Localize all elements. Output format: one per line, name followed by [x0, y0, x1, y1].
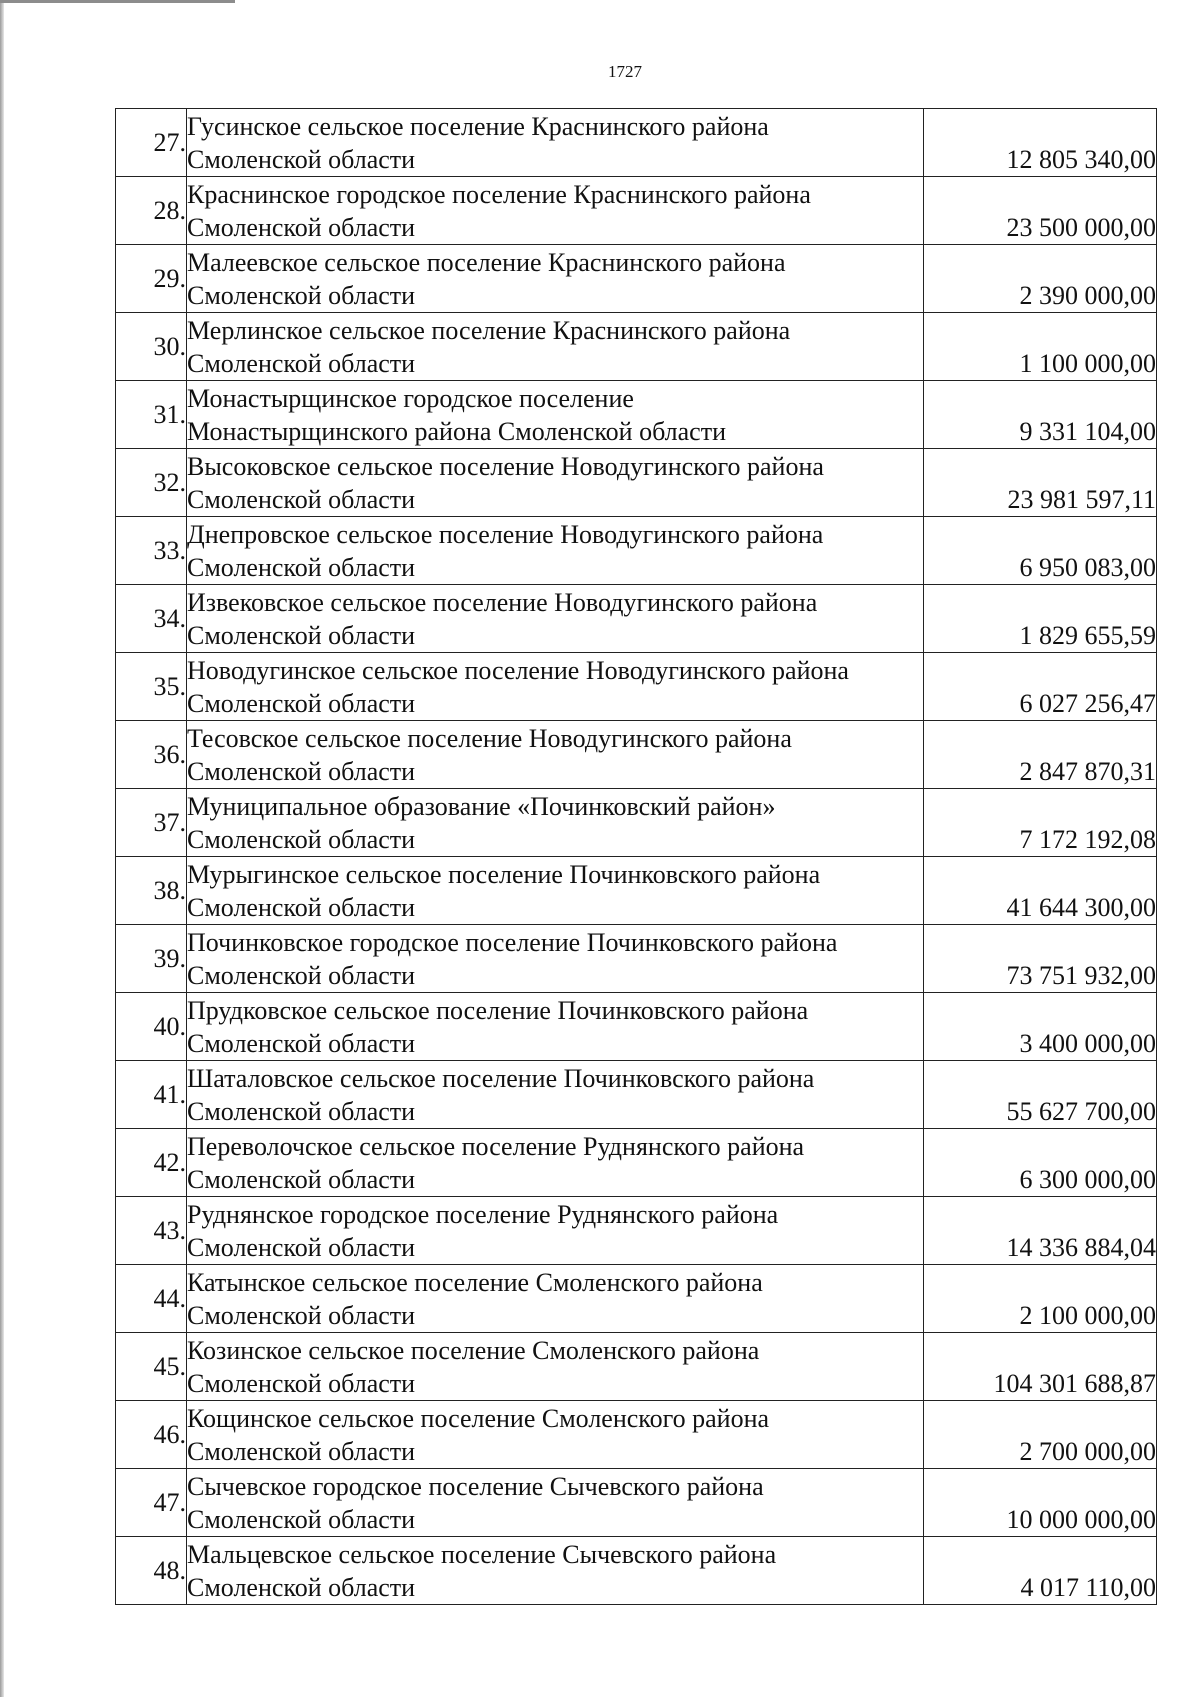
table-row — [116, 1333, 1157, 1401]
row-number: 40. — [116, 993, 187, 1061]
settlement-name-cell — [187, 517, 924, 585]
settlement-name-line1: Тесовское сельское поселение Новодугинского района — [187, 723, 792, 753]
table-row — [116, 1537, 1157, 1605]
amount-cell: 23 500 000,00 — [924, 177, 1157, 245]
settlement-name-line2: Монастырщинского района Смоленской области — [187, 416, 726, 446]
table-row — [116, 925, 1157, 993]
settlement-name-cell — [187, 1537, 924, 1605]
row-number: 39. — [116, 925, 187, 993]
amount-cell: 1 829 655,59 — [924, 585, 1157, 653]
table-row — [116, 789, 1157, 857]
row-number: 37. — [116, 789, 187, 857]
settlement-name-line2: Смоленской области — [187, 960, 416, 990]
settlement-name-line2: Смоленской области — [187, 1164, 416, 1194]
table-row — [116, 857, 1157, 925]
table-row — [116, 585, 1157, 653]
settlement-name-line2: Смоленской области — [187, 620, 416, 650]
settlement-name-line2: Смоленской области — [187, 552, 416, 582]
amount-cell: 6 300 000,00 — [924, 1129, 1157, 1197]
amount-cell: 1 100 000,00 — [924, 313, 1157, 381]
amount-cell: 7 172 192,08 — [924, 789, 1157, 857]
row-number: 27. — [116, 109, 187, 177]
table-body — [116, 109, 1157, 1605]
settlement-name-cell — [187, 585, 924, 653]
row-number: 46. — [116, 1401, 187, 1469]
row-number: 48. — [116, 1537, 187, 1605]
settlement-name-line2: Смоленской области — [187, 824, 416, 854]
settlement-name-line1: Муниципальное образование «Починковский район» — [187, 791, 776, 821]
settlement-name-cell — [187, 993, 924, 1061]
row-number: 34. — [116, 585, 187, 653]
settlement-name-line1: Катынское сельское поселение Смоленского района — [187, 1267, 763, 1297]
settlement-name-cell — [187, 177, 924, 245]
row-number: 31. — [116, 381, 187, 449]
amount-cell: 2 100 000,00 — [924, 1265, 1157, 1333]
settlement-name-cell — [187, 1469, 924, 1537]
allocation-table — [115, 108, 1157, 1605]
settlement-name-line2: Смоленской области — [187, 892, 416, 922]
table-row — [116, 313, 1157, 381]
settlement-name-line2: Смоленской области — [187, 1028, 416, 1058]
table-row — [116, 381, 1157, 449]
settlement-name-line1: Кощинское сельское поселение Смоленского района — [187, 1403, 770, 1433]
row-number: 45. — [116, 1333, 187, 1401]
settlement-name-line1: Козинское сельское поселение Смоленского района — [187, 1335, 760, 1365]
settlement-name-line2: Смоленской области — [187, 688, 416, 718]
row-number: 42. — [116, 1129, 187, 1197]
row-number: 33. — [116, 517, 187, 585]
settlement-name-cell — [187, 1265, 924, 1333]
row-number: 38. — [116, 857, 187, 925]
amount-cell: 14 336 884,04 — [924, 1197, 1157, 1265]
table-row — [116, 993, 1157, 1061]
settlement-name-line1: Мурыгинское сельское поселение Починковского района — [187, 859, 821, 889]
amount-cell: 12 805 340,00 — [924, 109, 1157, 177]
settlement-name-line2: Смоленской области — [187, 144, 416, 174]
settlement-name-line1: Мерлинское сельское поселение Краснинского района — [187, 315, 791, 345]
table-row — [116, 245, 1157, 313]
row-number: 29. — [116, 245, 187, 313]
table-row — [116, 517, 1157, 585]
table-row — [116, 653, 1157, 721]
settlement-name-line1: Мальцевское сельское поселение Сычевского района — [187, 1539, 777, 1569]
row-number: 30. — [116, 313, 187, 381]
amount-cell: 73 751 932,00 — [924, 925, 1157, 993]
settlement-name-line1: Малеевское сельское поселение Краснинского района — [187, 247, 786, 277]
settlement-name-line1: Днепровское сельское поселение Новодугинского района — [187, 519, 824, 549]
settlement-name-cell — [187, 653, 924, 721]
page-number: 1727 — [608, 62, 642, 81]
amount-cell: 3 400 000,00 — [924, 993, 1157, 1061]
settlement-name-line2: Смоленской области — [187, 1232, 416, 1262]
scan-edge-shadow — [0, 0, 4, 1697]
settlement-name-line2: Смоленской области — [187, 1436, 416, 1466]
settlement-name-line1: Монастырщинское городское поселение — [187, 383, 634, 413]
settlement-name-line1: Гусинское сельское поселение Краснинского района — [187, 111, 769, 141]
settlement-name-line1: Извековское сельское поселение Новодугинского района — [187, 587, 818, 617]
settlement-name-line1: Починковское городское поселение Починковского района — [187, 927, 838, 957]
settlement-name-cell — [187, 449, 924, 517]
row-number: 44. — [116, 1265, 187, 1333]
row-number: 47. — [116, 1469, 187, 1537]
amount-cell: 6 950 083,00 — [924, 517, 1157, 585]
settlement-name-cell — [187, 857, 924, 925]
settlement-name-line1: Шаталовское сельское поселение Починковского района — [187, 1063, 815, 1093]
settlement-name-line2: Смоленской области — [187, 1504, 416, 1534]
amount-cell: 6 027 256,47 — [924, 653, 1157, 721]
settlement-name-cell — [187, 1197, 924, 1265]
settlement-name-line2: Смоленской области — [187, 280, 416, 310]
settlement-name-line2: Смоленской области — [187, 484, 416, 514]
amount-cell: 41 644 300,00 — [924, 857, 1157, 925]
settlement-name-cell — [187, 109, 924, 177]
settlement-name-cell — [187, 1061, 924, 1129]
amount-cell: 10 000 000,00 — [924, 1469, 1157, 1537]
table-row — [116, 1401, 1157, 1469]
amount-cell: 4 017 110,00 — [924, 1537, 1157, 1605]
settlement-name-cell — [187, 925, 924, 993]
row-number: 43. — [116, 1197, 187, 1265]
settlement-name-line2: Смоленской области — [187, 1300, 416, 1330]
settlement-name-line2: Смоленской области — [187, 1572, 416, 1602]
amount-cell: 2 390 000,00 — [924, 245, 1157, 313]
settlement-name-cell — [187, 721, 924, 789]
settlement-name-line2: Смоленской области — [187, 1368, 416, 1398]
settlement-name-line1: Новодугинское сельское поселение Новодугинского района — [187, 655, 849, 685]
settlement-name-cell — [187, 1401, 924, 1469]
table-row — [116, 1197, 1157, 1265]
table-row — [116, 1469, 1157, 1537]
table-row — [116, 1061, 1157, 1129]
settlement-name-line1: Сычевское городское поселение Сычевского района — [187, 1471, 764, 1501]
amount-cell: 104 301 688,87 — [924, 1333, 1157, 1401]
amount-cell: 2 700 000,00 — [924, 1401, 1157, 1469]
table-row — [116, 109, 1157, 177]
settlement-name-cell — [187, 1129, 924, 1197]
settlement-name-line2: Смоленской области — [187, 756, 416, 786]
settlement-name-line1: Прудковское сельское поселение Починковского района — [187, 995, 809, 1025]
settlement-name-cell — [187, 245, 924, 313]
settlement-name-line2: Смоленской области — [187, 348, 416, 378]
settlement-name-line2: Смоленской области — [187, 1096, 416, 1126]
amount-cell: 55 627 700,00 — [924, 1061, 1157, 1129]
scan-top-mark — [0, 0, 235, 3]
row-number: 28. — [116, 177, 187, 245]
table-row — [116, 721, 1157, 789]
settlement-name-cell — [187, 1333, 924, 1401]
amount-cell: 9 331 104,00 — [924, 381, 1157, 449]
settlement-name-cell — [187, 313, 924, 381]
row-number: 32. — [116, 449, 187, 517]
settlement-name-line1: Высоковское сельское поселение Новодугинского района — [187, 451, 824, 481]
settlement-name-line1: Руднянское городское поселение Руднянского района — [187, 1199, 779, 1229]
table-row — [116, 1129, 1157, 1197]
table-row — [116, 449, 1157, 517]
settlement-name-line1: Краснинское городское поселение Краснинского района — [187, 179, 811, 209]
row-number: 41. — [116, 1061, 187, 1129]
settlement-name-cell — [187, 381, 924, 449]
settlement-name-cell — [187, 789, 924, 857]
row-number: 35. — [116, 653, 187, 721]
amount-cell: 23 981 597,11 — [924, 449, 1157, 517]
settlement-name-line2: Смоленской области — [187, 212, 416, 242]
table-row — [116, 177, 1157, 245]
table-row — [116, 1265, 1157, 1333]
row-number: 36. — [116, 721, 187, 789]
settlement-name-line1: Переволочское сельское поселение Руднянского района — [187, 1131, 805, 1161]
amount-cell: 2 847 870,31 — [924, 721, 1157, 789]
